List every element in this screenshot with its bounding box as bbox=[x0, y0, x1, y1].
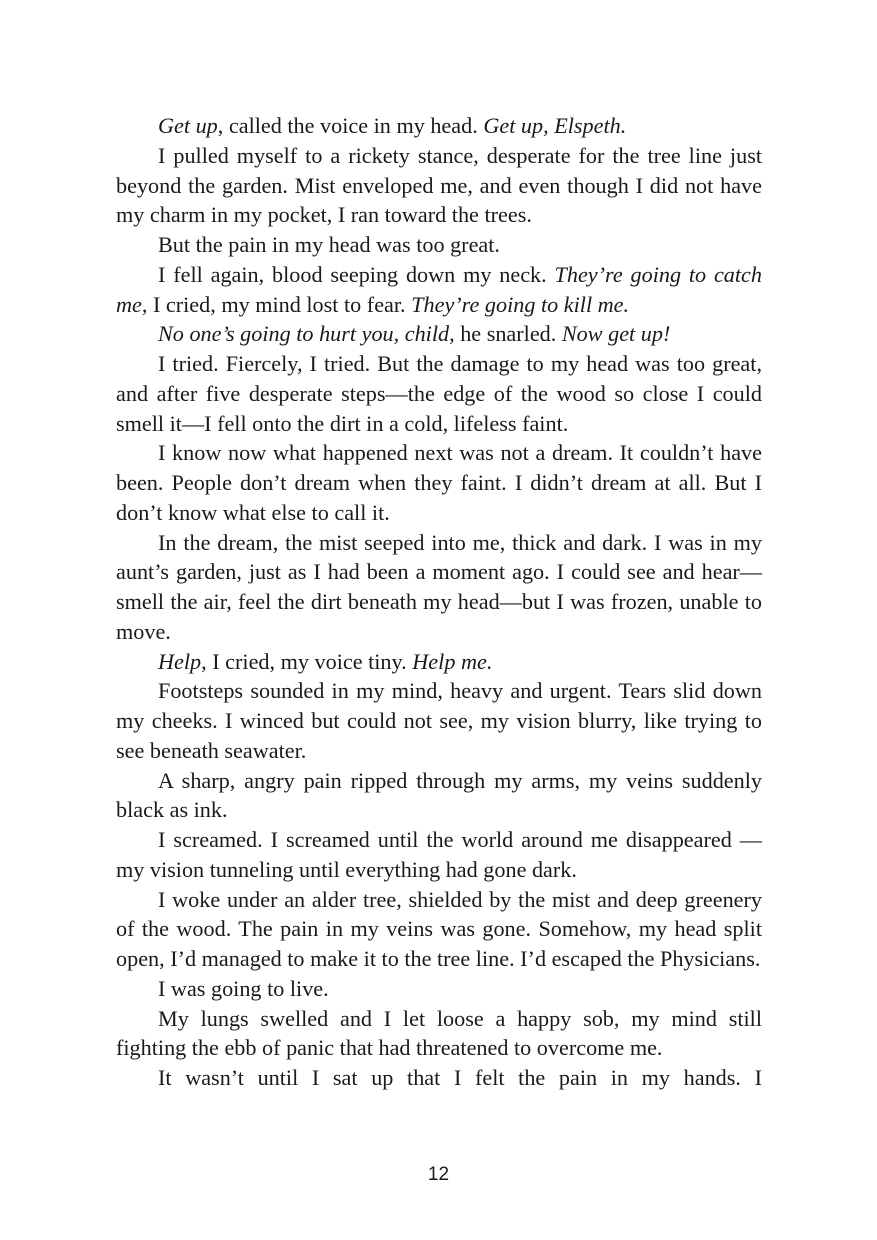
text-run: I pulled myself to a rickety stance, desperate for the tree line just beyond the garden. Mist enveloped me, and even though I did not have my charm in my pocket, I ran toward the trees. bbox=[116, 142, 762, 228]
text-run: , he snarled. bbox=[449, 321, 562, 347]
italic-text: Get up bbox=[158, 113, 218, 138]
paragraph bbox=[116, 260, 762, 320]
text-run: I was going to live. bbox=[158, 975, 329, 1001]
text-run: , I cried, my voice tiny. bbox=[201, 648, 413, 674]
italic-text: They’re going to catch me bbox=[116, 261, 762, 317]
paragraph bbox=[116, 230, 762, 260]
paragraph bbox=[116, 319, 762, 349]
text-run: In the dream, the mist seeped into me, thick and dark. I was in my aunt’s garden, just as I had been a moment ago. I could see and hear—smell the air, feel the dirt beneath my head—but I was frozen, unable to move. bbox=[116, 529, 762, 644]
paragraph bbox=[116, 647, 762, 677]
paragraph bbox=[116, 825, 762, 885]
paragraph bbox=[116, 528, 762, 647]
text-run: I woke under an alder tree, shielded by the mist and deep greenery of the wood. The pain in my veins was gone. Somehow, my head split open, I’d managed to make it to the tree line. I’d escaped the Physicians. bbox=[116, 886, 762, 971]
italic-text: They’re going to kill me. bbox=[411, 291, 630, 317]
text-run: A sharp, angry pain ripped through my arms, my veins suddenly black as ink. bbox=[116, 767, 762, 823]
text-run: My lungs swelled and I let loose a happy sob, my mind still fighting the ebb of panic that had threatened to overcome me. bbox=[116, 1005, 762, 1061]
italic-text: Help me. bbox=[412, 648, 493, 674]
text-run: Footsteps sounded in my mind, heavy and urgent. Tears slid down my cheeks. I winced but could not see, my vision blurry, like trying to see beneath seawater. bbox=[116, 678, 762, 763]
paragraph bbox=[116, 349, 762, 438]
paragraph bbox=[116, 141, 762, 230]
paragraph bbox=[116, 766, 762, 826]
paragraph bbox=[116, 974, 762, 1004]
paragraph bbox=[116, 676, 762, 765]
text-run: , called the voice in my head. bbox=[217, 113, 484, 138]
paragraph bbox=[116, 1063, 762, 1093]
text-run: But the pain in my head was too great. bbox=[158, 232, 500, 257]
page-number: 12 bbox=[427, 1164, 450, 1185]
paragraph bbox=[116, 1004, 762, 1064]
text-run: It wasn’t until I sat up that I felt the pain in my hands. I bbox=[158, 1065, 762, 1090]
text-run: I tried. Fiercely, I tried. But the damage to my head was too great, and after five desperate steps—the edge of the wood so close I could smell it—I fell onto the dirt in a cold, lifeless faint. bbox=[116, 351, 762, 436]
text-run: , I cried, my mind lost to fear. bbox=[141, 291, 412, 317]
italic-text: Now get up! bbox=[561, 321, 671, 347]
text-run: I fell again, blood seeping down my neck. bbox=[158, 261, 555, 287]
paragraph bbox=[116, 885, 762, 974]
paragraph bbox=[116, 438, 762, 527]
italic-text: Help bbox=[158, 648, 202, 674]
body-text bbox=[116, 111, 762, 1093]
italic-text: Get up, Elspeth. bbox=[483, 113, 627, 138]
text-run: I know now what happened next was not a dream. It couldn’t have been. People don’t dream when they faint. I didn’t dream at all. But I don’t know what else to call it. bbox=[116, 440, 762, 525]
text-run: I screamed. I screamed until the world around me disappeared —my vision tunneling until everything had gone dark. bbox=[116, 827, 762, 882]
italic-text: No one’s going to hurt you, child bbox=[158, 321, 450, 347]
paragraph bbox=[116, 111, 762, 141]
